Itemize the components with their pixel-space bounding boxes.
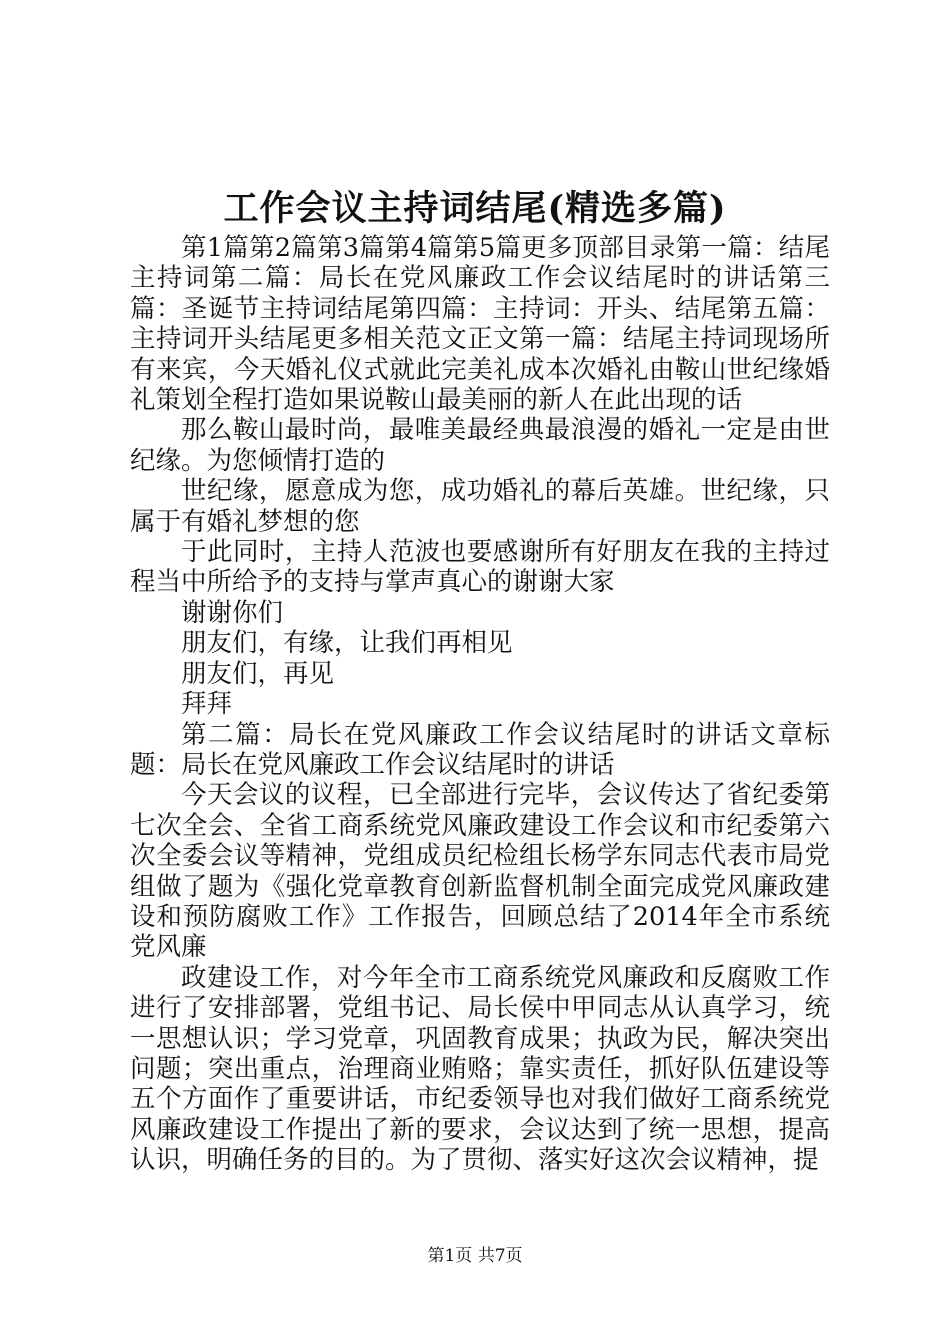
paragraph: 拜拜: [181, 689, 233, 720]
paragraph: 那么鞍山最时尚，最唯美最经典最浪漫的婚礼一定是由世纪缘。为您倾情打造的: [130, 415, 830, 476]
page-footer: 第1页 共7页: [427, 1246, 523, 1266]
paragraph: 谢谢你们: [181, 597, 284, 628]
document-title: 工作会议主持词结尾(精选多篇): [223, 188, 727, 229]
paragraph: 政建设工作，对今年全市工商系统党风廉政和反腐败工作进行了安排部署，党组书记、局长侯中甲同志从认真学习，统一思想认识；学习党章，巩固教育成果；执政为民，解决突出问题；突出重点，治理商业贿赂；靠实责任，抓好队伍建设等五个方面作了重要讲话，市纪委领导也对我们做好工商系统党风廉政建设工作提出了新的要求，会议达到了统一思想，提高认识，明确任务的目的。为了贯彻、落实好这次会议精神，提: [130, 962, 830, 1176]
paragraph: 今天会议的议程，已全部进行完毕，会议传达了省纪委第七次全会、全省工商系统党风廉政建设工作会议和市纪委第六次全委会议等精神，党组成员纪检组长杨学东同志代表市局党组做了题为《强化党章教育创新监督机制全面完成党风廉政建设和预防腐败工作》工作报告，回顾总结了2014年全市系统党风廉: [130, 780, 830, 963]
paragraph: 朋友们，有缘，让我们再相见: [181, 628, 513, 659]
paragraph: 第二篇：局长在党风廉政工作会议结尾时的讲话文章标题：局长在党风廉政工作会议结尾时的讲话: [130, 719, 830, 780]
paragraph: 第1篇第2篇第3篇第4篇第5篇更多顶部目录第一篇：结尾主持词第二篇：局长在党风廉政工作会议结尾时的讲话第三篇：圣诞节主持词结尾第四篇：主持词：开头、结尾第五篇：主持词开头结尾更多相关范文正文第一篇：结尾主持词现场所有来宾，今天婚礼仪式就此完美礼成本次婚礼由鞍山世纪缘婚礼策划全程打造如果说鞍山最美丽的新人在此出现的话: [130, 233, 830, 416]
document-body: [130, 233, 830, 1176]
paragraph: 世纪缘，愿意成为您，成功婚礼的幕后英雄。世纪缘，只属于有婚礼梦想的您: [130, 476, 830, 537]
paragraph: 于此同时，主持人范波也要感谢所有好朋友在我的主持过程当中所给予的支持与掌声真心的谢谢大家: [130, 537, 830, 598]
paragraph: 朋友们，再见: [181, 658, 335, 689]
